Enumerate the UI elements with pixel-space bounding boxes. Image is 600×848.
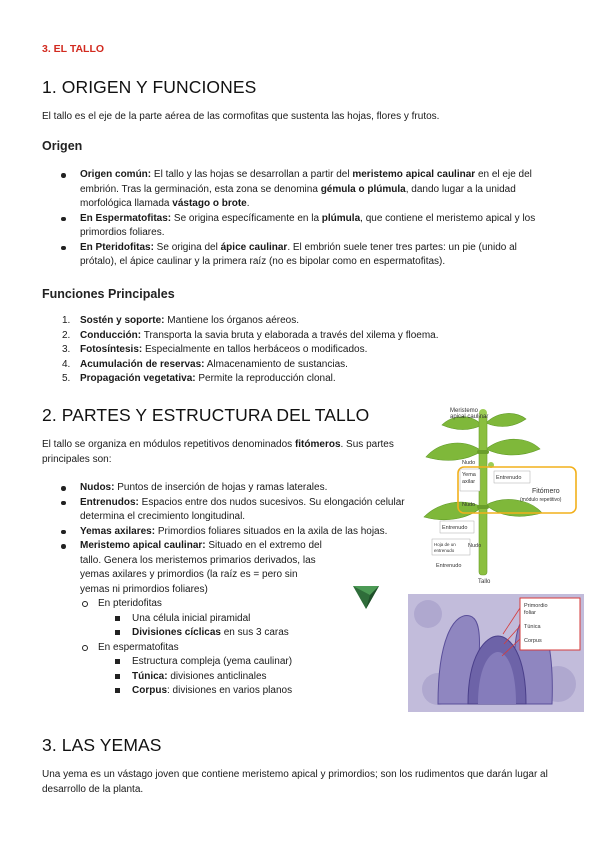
- label-foliar: foliar: [524, 610, 536, 616]
- sub-sub-list-item: Divisiones cíclicas en sus 3 caras: [132, 626, 405, 641]
- chapter-title: 3. EL TALLO: [42, 43, 105, 55]
- label-entrenudo-left: Entrenudo: [442, 525, 468, 531]
- pyramidal-cell-icon: [352, 584, 380, 610]
- label-tunica: Túnica: [524, 624, 541, 630]
- list-item: 4. Acumulación de reservas: Almacenamiento de sustancias.: [62, 358, 348, 370]
- list-item: Meristemo apical caulinar: Situado en el extremo del tallo. Genera los meristemos primarios derivados, las yemas axilares y primordios (la raíz es = pero sin yemas ni primordios foliares): [80, 539, 325, 597]
- list-item: Entrenudos: Espacios entre dos nudos sucesivos. Su elongación celular determina el crecimiento longitudinal.: [80, 496, 405, 525]
- list-item: En Espermatofitas: Se origina específicamente en la plúmula, que contiene el meristemo apical y los primordios foliares.: [80, 212, 550, 241]
- label-nudo-mid: Nudo: [468, 543, 482, 549]
- sub-sub-list-item: Una célula inicial piramidal: [132, 612, 405, 627]
- origen-list: [80, 168, 550, 270]
- section-1-intro: El tallo es el eje de la parte aérea de las cormofitas que sustenta las hojas, flores y frutos.: [42, 111, 440, 122]
- list-item: 2. Conducción: Transporta la savia bruta y elaborada a través del xilema y floema.: [62, 329, 439, 341]
- label-axilar: axilar: [462, 479, 476, 485]
- label-primordio: Primordio: [524, 603, 548, 609]
- label-entrenudo-box: Entrenudo: [496, 475, 522, 481]
- list-item: Yemas axilares: Primordios foliares situados en la axila de las hojas.: [80, 525, 405, 540]
- origen-heading: Origen: [42, 139, 83, 153]
- section-1-heading: 1. ORIGEN Y FUNCIONES: [42, 77, 257, 97]
- label-fitomero-sub: (módulo repetitivo): [520, 497, 562, 503]
- label-corpus: Corpus: [524, 638, 542, 644]
- section-3-intro: Una yema es un vástago joven que contiene meristemo apical y primordios; son los rudimentos que darán lugar al desarrollo de la planta.: [42, 769, 548, 795]
- label-entrenudo-bottom: Entrenudo: [436, 563, 462, 569]
- list-item: 5. Propagación vegetativa: Permite la reproducción clonal.: [62, 373, 336, 384]
- funciones-list: [62, 314, 550, 387]
- label-apical: apical caulinar: [450, 414, 489, 420]
- label-hoja: Hoja de un: [434, 542, 456, 547]
- section-2-intro: El tallo se organiza en módulos repetitivos denominados fitómeros. Sus partes principales son:: [42, 439, 394, 465]
- list-item: Origen común: El tallo y las hojas se desarrollan a partir del meristemo apical caulinar en el eje del embrión. Tras la germinación, esta zona se denomina gémula o plúmula, dando lugar a la unidad morfológica llamada vástago o brote.: [80, 168, 550, 212]
- sub-list-item: En pteridofitas: [98, 597, 405, 612]
- section-3-heading: 3. LAS YEMAS: [42, 735, 162, 755]
- stem-diagram: [412, 405, 580, 585]
- section-2-heading: 2. PARTES Y ESTRUCTURA DEL TALLO: [42, 405, 370, 425]
- figure-caption: Tallo: [478, 579, 491, 585]
- label-yema: Yema: [462, 472, 476, 478]
- sub-sub-list-item: Estructura compleja (yema caulinar): [132, 655, 405, 670]
- list-item: Nudos: Puntos de inserción de hojas y ramas laterales.: [80, 481, 405, 496]
- label-meristemo: Meristemo: [450, 408, 479, 414]
- sub-list-item: En espermatofitas: [98, 641, 405, 656]
- list-item: 1. Sostén y soporte: Mantiene los órganos aéreos.: [62, 315, 299, 326]
- label-hoja-sub: entrenudo: [434, 548, 455, 553]
- label-nudo-top: Nudo: [462, 460, 476, 466]
- funciones-heading: Funciones Principales: [42, 287, 175, 301]
- label-nudo-box: Nudo: [462, 502, 476, 508]
- sub-sub-list-item: Túnica: divisiones anticlinales: [132, 670, 405, 685]
- list-item: En Pteridofitas: Se origina del ápice caulinar. El embrión suele tener tres partes: un pie (unido al prótalo), el ápice caulinar y la primera raíz (no es bipolar como en espermatofitas).: [80, 241, 550, 270]
- list-item: 3. Fotosíntesis: Especialmente en tallos herbáceos o modificados.: [62, 344, 368, 355]
- label-fitomero: Fitómero: [532, 488, 560, 495]
- sub-sub-list-item: Corpus: divisiones en varios planos: [132, 684, 405, 699]
- shoot-apex-micrograph: [408, 594, 584, 712]
